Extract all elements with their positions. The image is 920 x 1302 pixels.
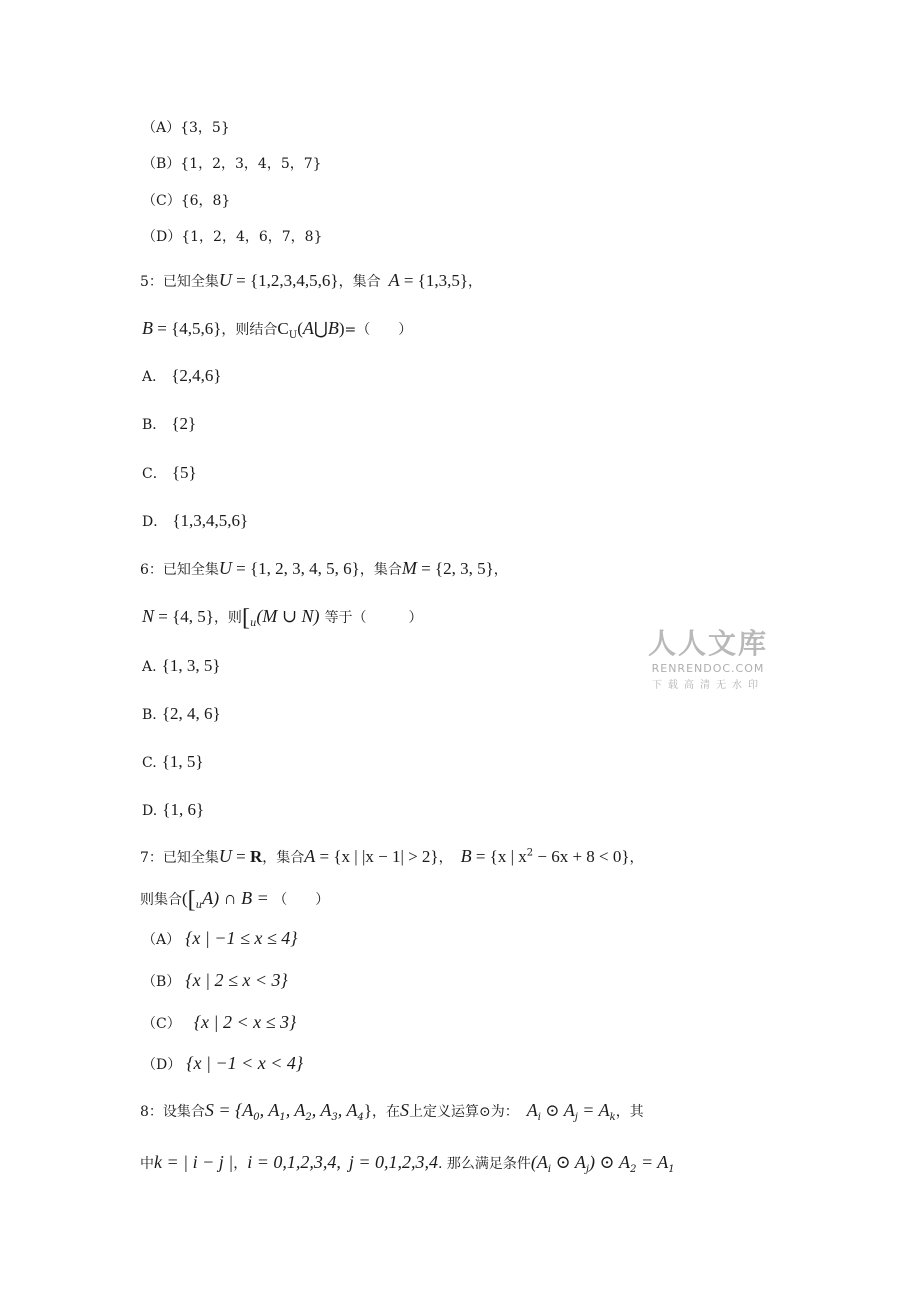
q5-option-d: D． {1,3,4,5,6} (142, 511, 249, 530)
q5-option-c: C． {5} (142, 463, 197, 482)
watermark-title: 人人文库 (648, 627, 769, 660)
q7-option-d: （D） {x | −1 < x < 4} (142, 1053, 304, 1073)
q4-option-c: （C）{6，8} (142, 193, 231, 209)
q8-stem-line2: 中k = | i − j |，i = 0,1,2,3,4, j = 0,1,2,3,4. 那么满足条件($A_i$ ⊙ $A_j$) ⊙ $A_2 = A_1$ (140, 1152, 675, 1176)
q6-option-b: B. {2, 4, 6} (142, 704, 221, 723)
q7-option-a: （A） {x | −1 ≤ x ≤ 4} (142, 928, 298, 948)
watermark-site: RENRENDOC.COM (651, 662, 765, 675)
complement-symbol: [ (241, 605, 250, 631)
q5-number: 5：已知全集 (140, 274, 219, 290)
watermark-slogan: 下载高清无水印 (652, 680, 764, 691)
q5-option-b: B． {2} (142, 414, 197, 433)
watermark-logo (648, 622, 768, 691)
q6-option-a: A. {1, 3, 5} (142, 656, 221, 675)
q5-stem-line1: 5：已知全集U = {1,2,3,4,5,6}，集合 A = {1,3,5}， (140, 270, 483, 290)
q5-stem-line2: B = {4,5,6}，则结合$C_U(A⋃B)=$（ ） (142, 318, 413, 342)
q5-option-a: A． {2,4,6} (142, 366, 222, 385)
q4-option-b: （B）{1，2，3，4，5，7} (142, 156, 322, 172)
q4-option-a: （A）{3，5} (142, 120, 230, 136)
q7-option-c: （C） {x | 2 < x ≤ 3} (142, 1012, 297, 1032)
q6-stem-line1: 6：已知全集U = {1, 2, 3, 4, 5, 6}，集合M = {2, 3, 5}， (140, 558, 508, 578)
q4-option-d: （D）{1，2，4，6，7，8} (142, 229, 323, 245)
q7-number: 7：已知全集 (140, 850, 219, 866)
q8-stem-line1: 8：设集合$S = \{A_0$, $A_1$, $A_2$, $A_3$, $A_4$}，在S上定义运算⊙为： $A_i$ ⊙ $A_j = A_k$，其 (140, 1100, 644, 1124)
q6-option-c: C. {1, 5} (142, 752, 204, 771)
complement-symbol: [ (187, 887, 196, 913)
q6-option-d: D. {1, 6} (142, 800, 205, 819)
q6-number: 6：已知全集 (140, 562, 219, 578)
q6-stem-line2: N = {4, 5}，则[$_u(M$ ∪ N) 等于（ ） (142, 605, 423, 631)
q7-stem-line2: 则集合($[_uA)$ ∩ B = （ ） (140, 887, 330, 913)
q7-stem-line1: 7：已知全集U = R，集合A = {x | |x − 1| > 2}， B = {x | $x^2 - 6x + 8 < 0$}， (140, 846, 644, 866)
q8-number: 8：设集合 (140, 1104, 205, 1120)
q7-option-b: （B） {x | 2 ≤ x < 3} (142, 970, 288, 990)
